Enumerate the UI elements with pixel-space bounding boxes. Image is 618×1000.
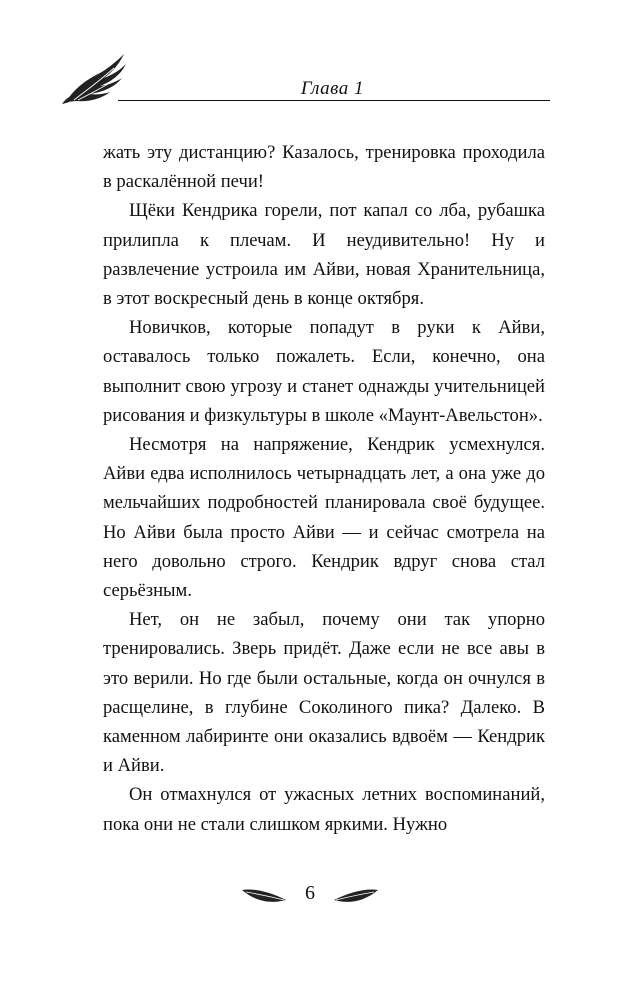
paragraph: Он отмахнулся от ужасных летних воспоминаний, пока они не стали слишком яркими. Нужно xyxy=(103,784,545,835)
body-text xyxy=(103,138,545,839)
paragraph: Несмотря на напряжение, Кендрик усмехнулся. Айви едва исполнилось четырнадцать лет, а она уже до мельчайших подробностей планировала своё будущее. Но Айви была просто Айви — и сейчас смотрела на него довольно строго. Кендрик вдруг снова стал серьёзным. xyxy=(103,434,545,602)
paragraph: Щёки Кендрика горели, пот капал со лба, рубашка прилипла к плечам. И неудивительно! Ну и развлечение устроила им Айви, новая Хранительница, в этот воскресный день в конце октября. xyxy=(103,200,545,310)
chapter-title: Глава 1 xyxy=(300,78,364,99)
page-number: 6 xyxy=(305,882,315,904)
page-footer xyxy=(240,876,380,916)
paragraph: Нет, он не забыл, почему они так упорно тренировались. Зверь придёт. Даже если не все авы в это верили. Но где были остальные, когда он очнулся в расщелине, в глубине Соколиного пика? Далеко. В каменном лабиринте они оказались вдвоём — Кендрик и Айви. xyxy=(103,609,545,777)
running-header xyxy=(58,52,550,104)
feather-right-icon xyxy=(332,884,380,908)
paragraph: жать эту дистанцию? Казалось, тренировка проходила в раскалённой печи! xyxy=(103,142,545,193)
header-divider xyxy=(118,100,550,101)
paragraph: Новичков, которые попадут в руки к Айви, оставалось только пожалеть. Если, конечно, она выполнит свою угрозу и станет однажды учительницей рисования и физкультуры в школе «Маунт-Авельстон». xyxy=(103,317,545,426)
